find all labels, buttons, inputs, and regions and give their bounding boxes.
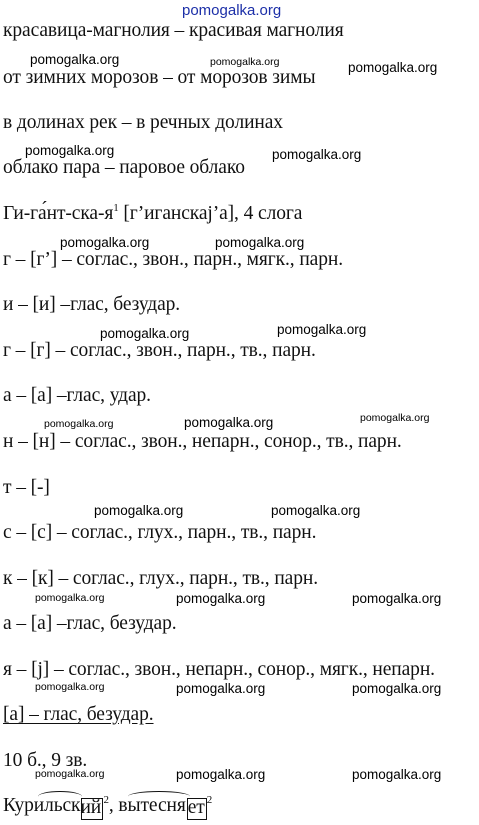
- watermark: pomogalka.org: [360, 412, 430, 424]
- root-arc: [38, 791, 82, 802]
- watermark: pomogalka.org: [35, 681, 105, 693]
- watermark-top: pomogalka.org: [182, 2, 282, 19]
- text-line-3: в долинах рек – в речных долинах: [3, 112, 283, 133]
- watermark: pomogalka.org: [184, 415, 274, 430]
- watermark: pomogalka.org: [272, 147, 362, 162]
- separator: ,: [108, 795, 119, 816]
- text-line-15: я – [j] – соглас., звон., непарн., сонор., мягк., непарн.: [3, 659, 435, 680]
- superscript: 2: [206, 794, 213, 806]
- watermark: pomogalka.org: [352, 591, 442, 606]
- watermark: pomogalka.org: [94, 503, 184, 518]
- word-kurilsky-stem: Курильск: [3, 795, 81, 816]
- watermark: pomogalka.org: [25, 143, 115, 158]
- text-line-17: 10 б., 9 зв.: [3, 750, 88, 771]
- text-line-9: а – [а] –глас, удар.: [3, 385, 151, 406]
- watermark: pomogalka.org: [352, 767, 442, 782]
- text-line-11: т – [-]: [3, 477, 50, 498]
- watermark: pomogalka.org: [210, 56, 280, 68]
- watermark: pomogalka.org: [35, 768, 105, 780]
- superscript: 2: [103, 794, 109, 806]
- text-line-2: от зимних морозов – от морозов зимы: [3, 67, 316, 88]
- syllable-word: Ги-га́нт-ска-я: [3, 203, 114, 224]
- text-line-4: облако пара – паровое облако: [3, 157, 245, 178]
- footnote-superscript: 1: [113, 202, 119, 214]
- text-line-6: г – [г’] – соглас., звон., парн., мягк., парн.: [3, 249, 344, 270]
- watermark: pomogalka.org: [35, 592, 105, 604]
- watermark: pomogalka.org: [271, 503, 361, 518]
- text-line-10: н – [н] – соглас., звон., непарн., сонор., тв., парн.: [3, 431, 402, 452]
- watermark: pomogalka.org: [215, 235, 305, 250]
- ending-box: [81, 798, 103, 820]
- text-line-13: к – [к] – соглас., глух., парн., тв., парн.: [3, 568, 318, 589]
- text-line-8: г – [г] – соглас., звон., парн., тв., парн.: [3, 340, 316, 361]
- watermark: pomogalka.org: [100, 326, 190, 341]
- watermark: pomogalka.org: [44, 418, 114, 430]
- watermark: pomogalka.org: [348, 60, 438, 75]
- text-line-12: с – [с] – соглас., глух., парн., тв., парн.: [3, 522, 317, 543]
- watermark: pomogalka.org: [176, 681, 266, 696]
- word-vytesnyaet-stem: вытесня: [118, 795, 186, 816]
- root-arc: [128, 791, 190, 802]
- ending-text: ий: [80, 797, 102, 818]
- watermark: pomogalka.org: [176, 767, 266, 782]
- syllable-line: [3, 203, 302, 225]
- watermark: pomogalka.org: [352, 681, 442, 696]
- watermark: pomogalka.org: [60, 235, 150, 250]
- text-line-7: и – [и] –глас, безудар.: [3, 294, 181, 315]
- watermark: pomogalka.org: [277, 322, 367, 337]
- text-line-14: а – [а] –глас, безудар.: [3, 613, 177, 634]
- text-line-16: [а] – глас, безудар.: [3, 704, 154, 725]
- watermark: pomogalka.org: [30, 52, 120, 67]
- ending-text: ет: [187, 797, 205, 818]
- text-line-1: красавица-магнолия – красивая магнолия: [3, 20, 344, 41]
- watermark: pomogalka.org: [176, 591, 266, 606]
- transcription: [г’иганскаj’а], 4 слога: [118, 203, 303, 224]
